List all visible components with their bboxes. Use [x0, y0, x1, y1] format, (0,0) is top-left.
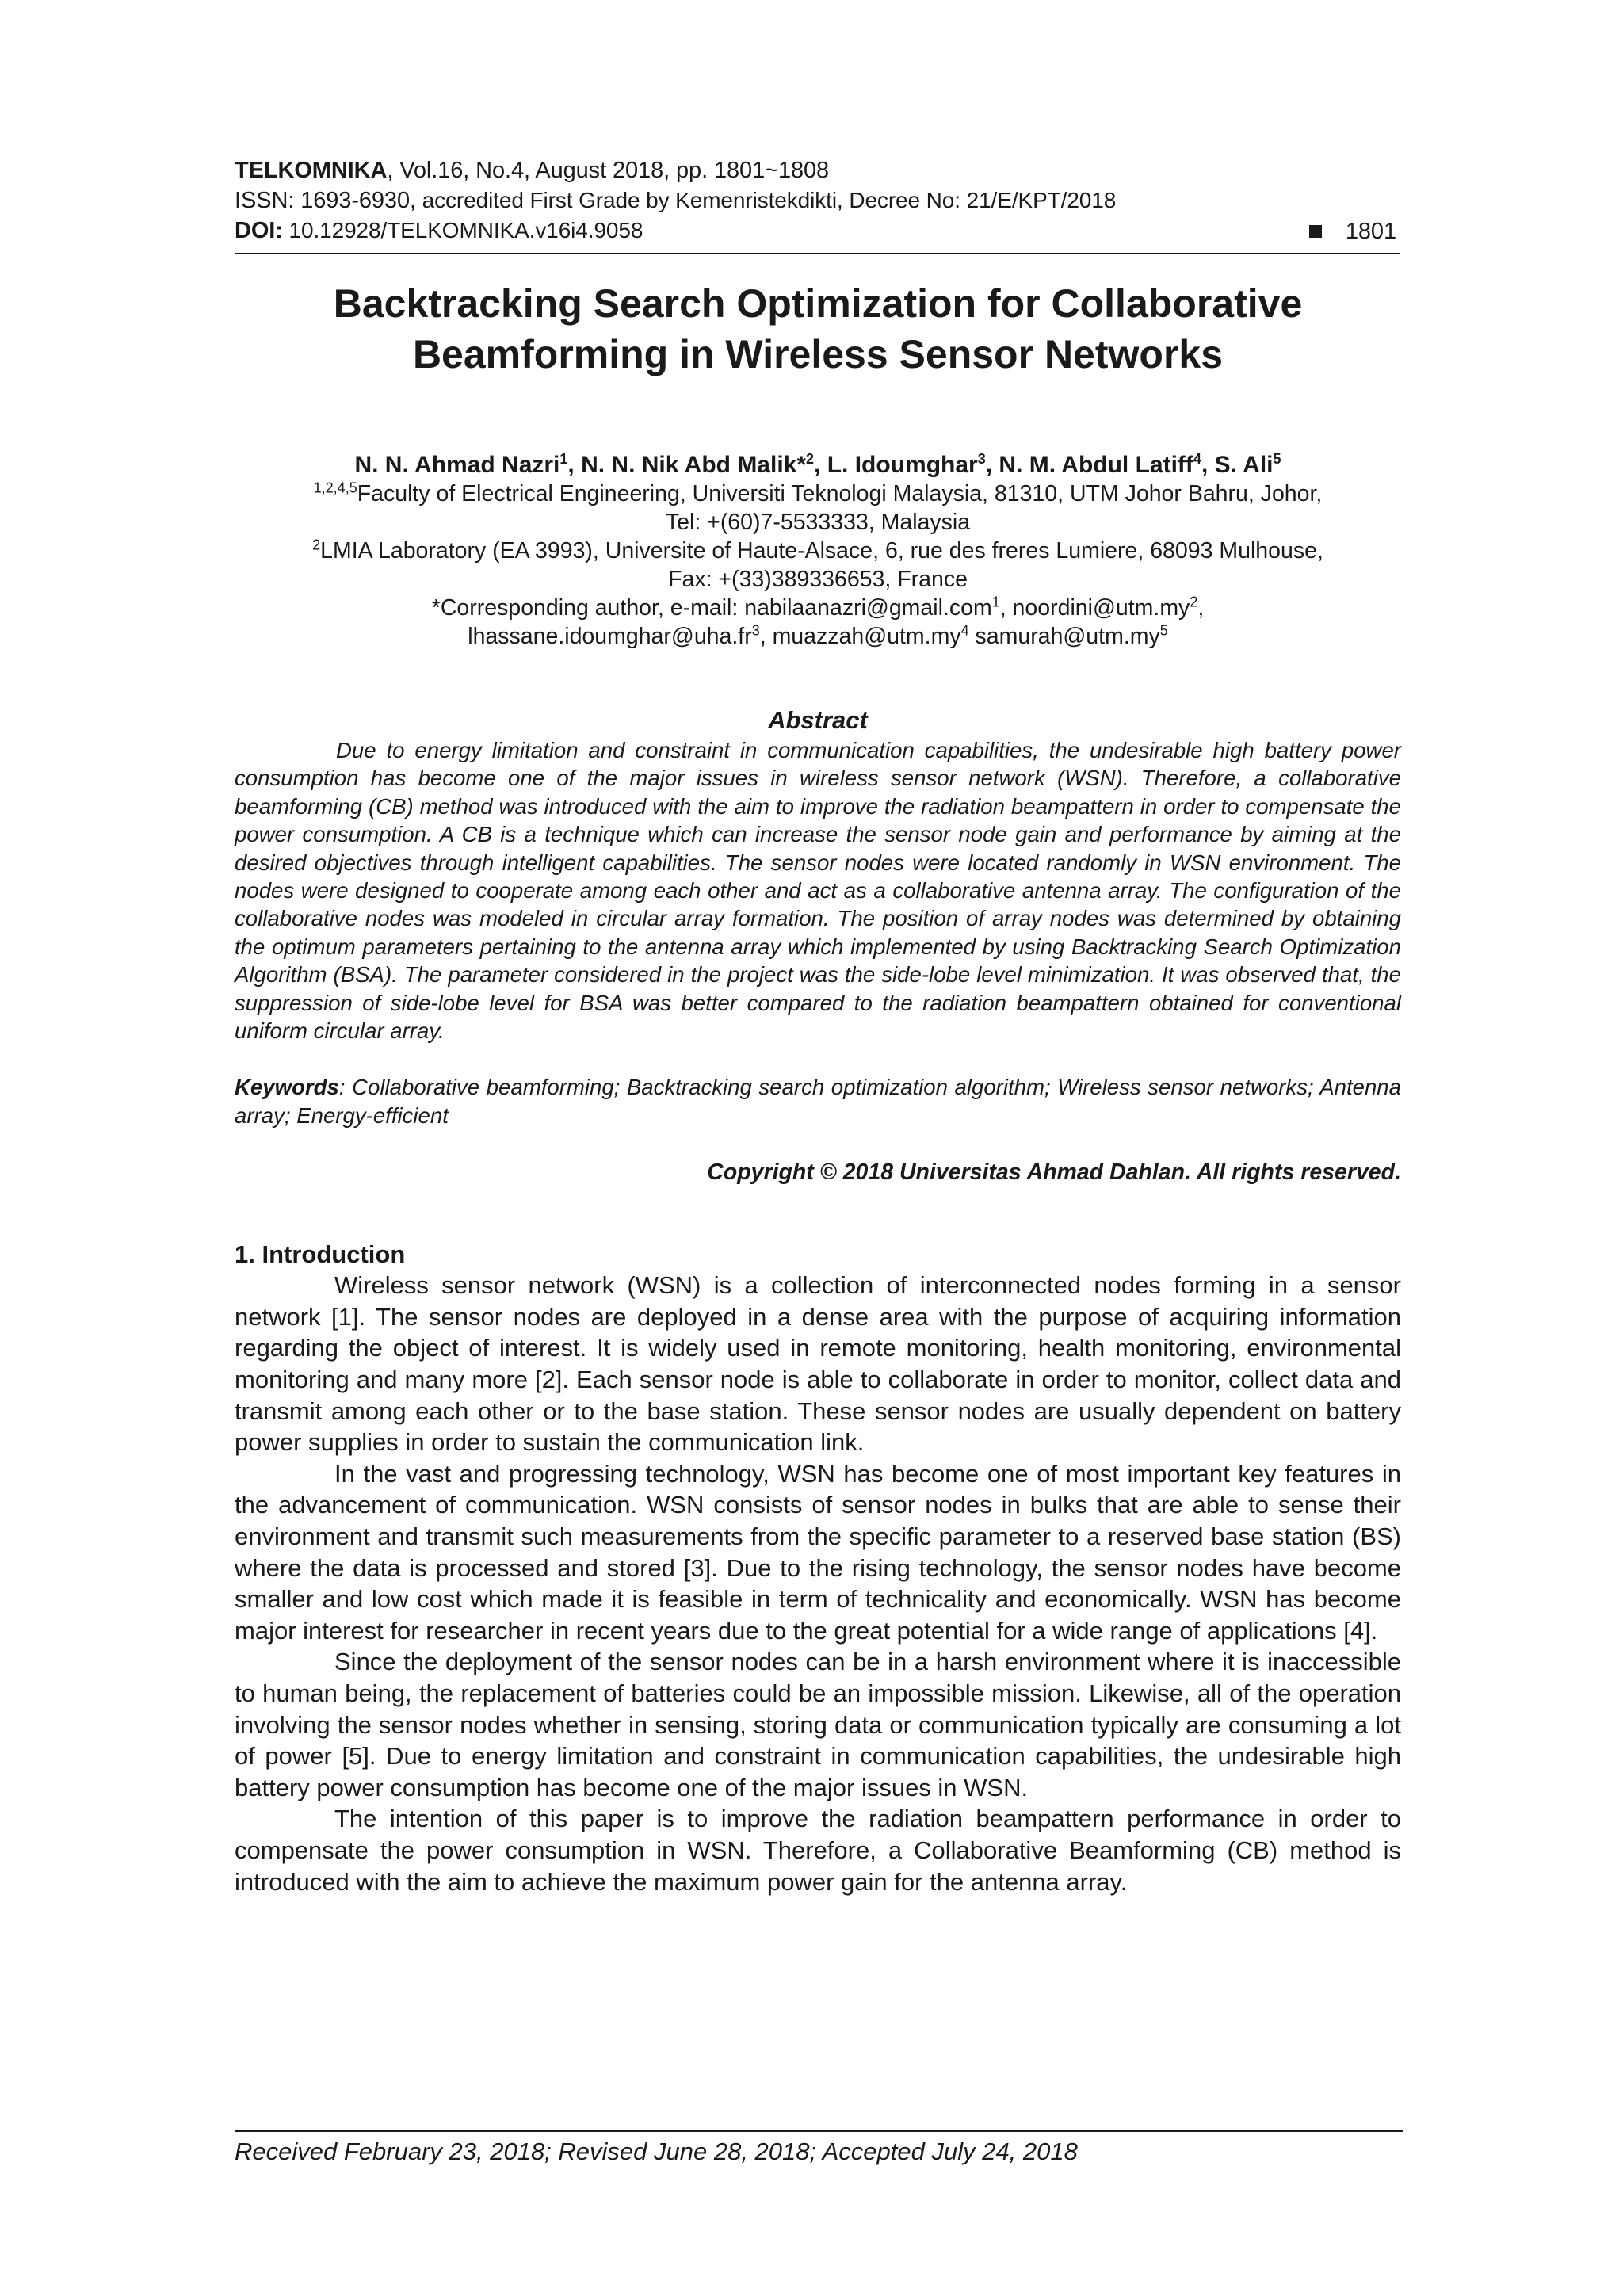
author-4: , N. M. Abdul Latiff — [985, 452, 1193, 478]
received-dates: Received February 23, 2018; Revised June 28, 2018; Accepted July 24, 2018 — [235, 2137, 1078, 2165]
issn-label: ISSN: 1693-6930, — [235, 188, 416, 213]
intro-paragraph-4: The intention of this paper is to improve the radiation beampattern performance in order to compensate the power consumption in WSN. Therefore, a Collaborative Beamforming (CB) method is introduced with the aim to achieve the maximum power gain for the antenna array. — [235, 1805, 1401, 1896]
author-5: , S. Ali — [1201, 452, 1274, 478]
corr-comma: , — [1197, 595, 1205, 621]
doi-value: 10.12928/TELKOMNIKA.v16i4.9058 — [282, 218, 643, 243]
corr-email-2: , noordini@utm.my — [999, 595, 1190, 621]
affiliation-2-fax: Fax: +(33)389336653, France — [668, 567, 968, 592]
abstract-text: Due to energy limitation and constraint in communication capabilities, the undesirable high battery power consumption has become one of the major issues in wireless sensor network (WSN). Therefore, a collaborative beamforming (CB) method was introduced with the aim to improve the radiation beampattern in order to compensate the power consumption. A CB is a technique which can increase the sensor node gain and performance by aiming at the desired objectives through intelligent capabilities. The sensor nodes were located randomly in WSN environment. The nodes were designed to cooperate among each other and act as a collaborative antenna array. The configuration of the collaborative nodes was modeled in circular array formation. The position of array nodes was determined by obtaining the optimum parameters pertaining to the antenna array which implemented by using Backtracking Search Optimization Algorithm (BSA). The parameter considered in the project was the side-lobe level minimization. It was observed that, the suppression of side-lobe level for BSA was better compared to the radiation beampattern obtained for conventional uniform circular array. — [235, 738, 1401, 1044]
affiliation-1-text: Faculty of Electrical Engineering, Universiti Teknologi Malaysia, 81310, UTM Johor Bahru, Johor, — [357, 481, 1323, 506]
intro-paragraph-3: Since the deployment of the sensor nodes can be in a harsh environment where it is inaccessible to human being, the replacement of batteries could be an impossible mission. Likewise, all of the operation involving the sensor nodes whether in sensing, storing data or communication typically are consuming a lot of power [5]. Due to energy limitation and constraint in communication capabilities, the undesirable high battery power consumption has become one of the major issues in WSN. — [235, 1648, 1401, 1801]
page-number: 1801 — [1345, 219, 1396, 244]
corr-sup-1: 1 — [991, 594, 1000, 610]
affiliations — [235, 479, 1401, 651]
author-1-sup: 1 — [559, 451, 568, 467]
affiliation-2-text: LMIA Laboratory (EA 3993), Universite of Haute-Alsace, 6, rue des freres Lumiere, 68093 Mulhouse, — [320, 538, 1323, 563]
title-line-2: Beamforming in Wireless Sensor Networks — [412, 332, 1224, 376]
doi-line — [235, 216, 1401, 246]
corresponding-author — [235, 594, 1401, 622]
square-bullet-icon — [1309, 225, 1322, 238]
corr-sup-2: 2 — [1190, 594, 1198, 610]
author-3: , L. Idoumghar — [814, 452, 978, 478]
section-heading-introduction: 1. Introduction — [235, 1240, 406, 1269]
email-line-2 — [235, 622, 1401, 651]
copyright-notice: Copyright © 2018 Universitas Ahmad Dahlan. All rights reserved. — [707, 1159, 1401, 1186]
affiliation-1-sup: 1,2,4,5 — [313, 479, 357, 496]
author-2-sup: 2 — [806, 451, 815, 467]
journal-name: TELKOMNIKA — [235, 158, 388, 183]
running-header — [235, 155, 1401, 254]
journal-citation — [235, 155, 1401, 185]
intro-paragraph-2: In the vast and progressing technology, WSN has become one of most important key features in the advancement of communication. WSN consists of sensor nodes in bulks that are able to sense their environment and transmit such measurements from the specific parameter to a reserved base station (BS) where the data is processed and stored [3]. Due to the rising technology, the sensor nodes have become smaller and low cost which made it is feasible in term of technicality and economically. WSN has become major interest for researcher in recent years due to the great potential for a wide range of applications [4]. — [235, 1459, 1401, 1645]
affiliation-2 — [235, 537, 1401, 565]
author-list — [235, 451, 1401, 479]
email-sup-4: 4 — [960, 622, 969, 639]
corr-email-1: *Corresponding author, e-mail: nabilaanazri@gmail.com — [431, 595, 992, 621]
keywords — [235, 1073, 1401, 1129]
paper-title — [235, 278, 1401, 380]
keywords-text: : Collaborative beamforming; Backtracking search optimization algorithm; Wireless sensor networks; Antenna array; Energy-efficient — [235, 1075, 1401, 1128]
keywords-label: Keywords — [235, 1075, 339, 1100]
author-5-sup: 5 — [1273, 451, 1281, 467]
email-5: samurah@utm.my — [968, 624, 1160, 649]
author-4-sup: 4 — [1193, 451, 1201, 467]
affiliation-1 — [235, 479, 1401, 508]
author-2: , N. N. Nik Abd Malik* — [567, 452, 807, 478]
affiliation-1-tel: Tel: +(60)7-5533333, Malaysia — [665, 510, 971, 535]
author-3-sup: 3 — [977, 451, 986, 467]
doi-label: DOI: — [235, 218, 283, 243]
author-1: N. N. Ahmad Nazri — [354, 452, 560, 478]
header-rule — [235, 253, 1400, 254]
email-sup-3: 3 — [751, 622, 760, 639]
email-4: , muazzah@utm.my — [759, 624, 961, 649]
affiliation-2-sup: 2 — [312, 537, 321, 553]
issn-line — [235, 185, 1401, 216]
title-line-1: Backtracking Search Optimization for Collaborative — [333, 281, 1303, 326]
abstract-heading: Abstract — [768, 706, 868, 734]
paper-page — [235, 155, 1401, 1897]
email-sup-5: 5 — [1159, 622, 1168, 639]
footer-rule — [235, 2130, 1403, 2132]
intro-paragraph-1: Wireless sensor network (WSN) is a collection of interconnected nodes forming in a sensor network [1]. The sensor nodes are deployed in a dense area with the purpose of acquiring information regarding the object of interest. It is widely used in remote monitoring, health monitoring, environmental monitoring and many more [2]. Each sensor node is able to collaborate in order to monitor, collect data and transmit among each other or to the base station. These sensor nodes are usually dependent on battery power supplies in order to sustain the communication link. — [235, 1271, 1401, 1457]
email-3: lhassane.idoumghar@uha.fr — [468, 624, 752, 649]
volume-info: , Vol.16, No.4, August 2018, pp. 1801~1808 — [387, 158, 830, 183]
accreditation-note: accredited First Grade by Kemenristekdikti, Decree No: 21/E/KPT/2018 — [415, 188, 1117, 212]
